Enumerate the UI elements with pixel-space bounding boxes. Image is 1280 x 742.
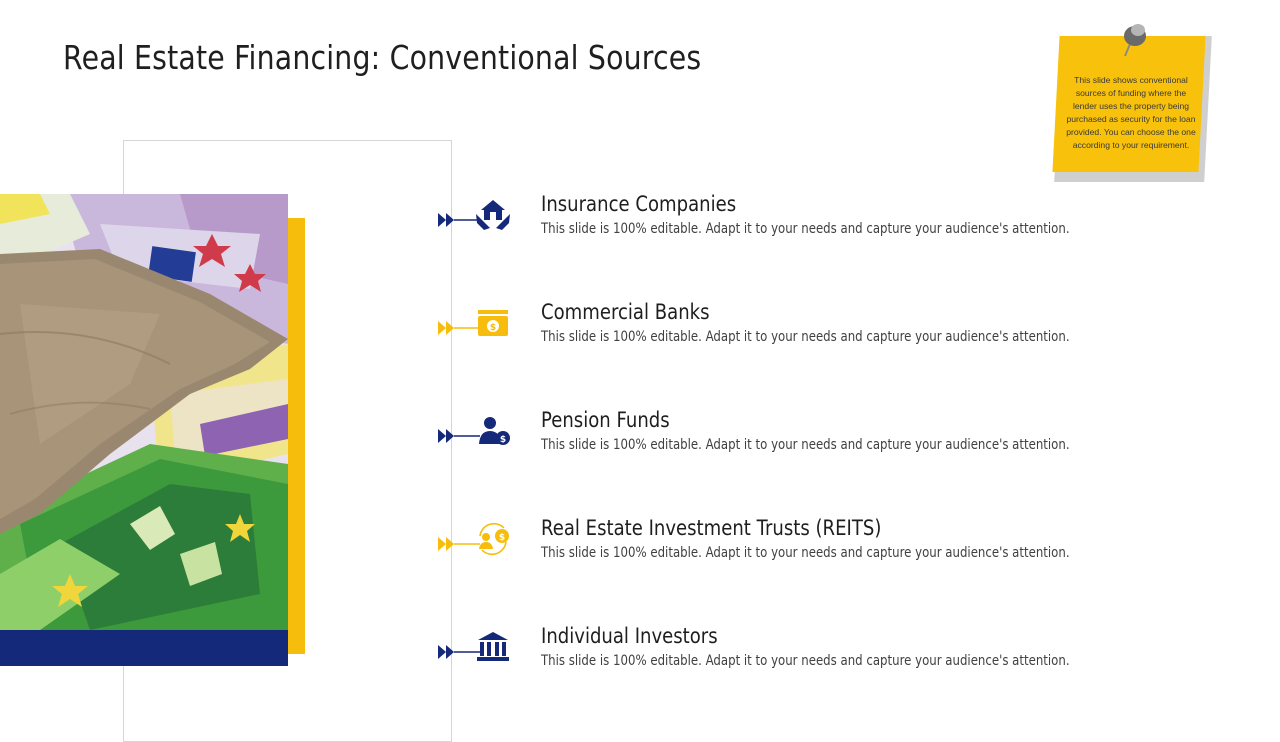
navy-accent-bar <box>0 630 288 666</box>
people-dollar-exchange-icon <box>474 522 512 556</box>
person-dollar-icon <box>474 414 512 448</box>
item-description: This slide is 100% editable. Adapt it to your needs and capture your audience's attention. <box>541 545 1070 561</box>
yellow-accent-bar <box>288 218 305 654</box>
list-item-reits <box>438 516 1158 586</box>
item-description: This slide is 100% editable. Adapt it to your needs and capture your audience's attention. <box>541 221 1070 237</box>
sticky-note-text: This slide shows conventional sources of funding where the lender uses the property being purchased as security for the loan provided. You can choose the one according to your requirement. <box>1066 75 1196 150</box>
list-item-commercial-banks <box>438 300 1158 370</box>
item-title: Commercial Banks <box>541 300 710 324</box>
bank-building-icon <box>474 630 512 664</box>
slide-title: Real Estate Financing: Conventional Sources <box>63 38 702 77</box>
item-title: Individual Investors <box>541 624 718 648</box>
svg-text:$: $ <box>499 435 507 445</box>
item-title: Insurance Companies <box>541 192 737 216</box>
list-item-individual-investors <box>438 624 1158 694</box>
list-item-insurance-companies <box>438 192 1158 262</box>
pushpin-icon <box>1120 22 1150 58</box>
house-in-hands-icon <box>474 198 512 232</box>
cash-stack-icon <box>474 306 512 340</box>
item-title: Real Estate Investment Trusts (REITS) <box>541 516 882 540</box>
sticky-note <box>1050 22 1215 187</box>
svg-text:$: $ <box>489 323 497 333</box>
item-title: Pension Funds <box>541 408 670 432</box>
item-description: This slide is 100% editable. Adapt it to your needs and capture your audience's attention. <box>541 437 1070 453</box>
money-bag-photo <box>0 194 288 630</box>
list-item-pension-funds <box>438 408 1158 478</box>
item-description: This slide is 100% editable. Adapt it to your needs and capture your audience's attention. <box>541 653 1070 669</box>
svg-text:$: $ <box>498 533 506 543</box>
item-description: This slide is 100% editable. Adapt it to your needs and capture your audience's attention. <box>541 329 1070 345</box>
